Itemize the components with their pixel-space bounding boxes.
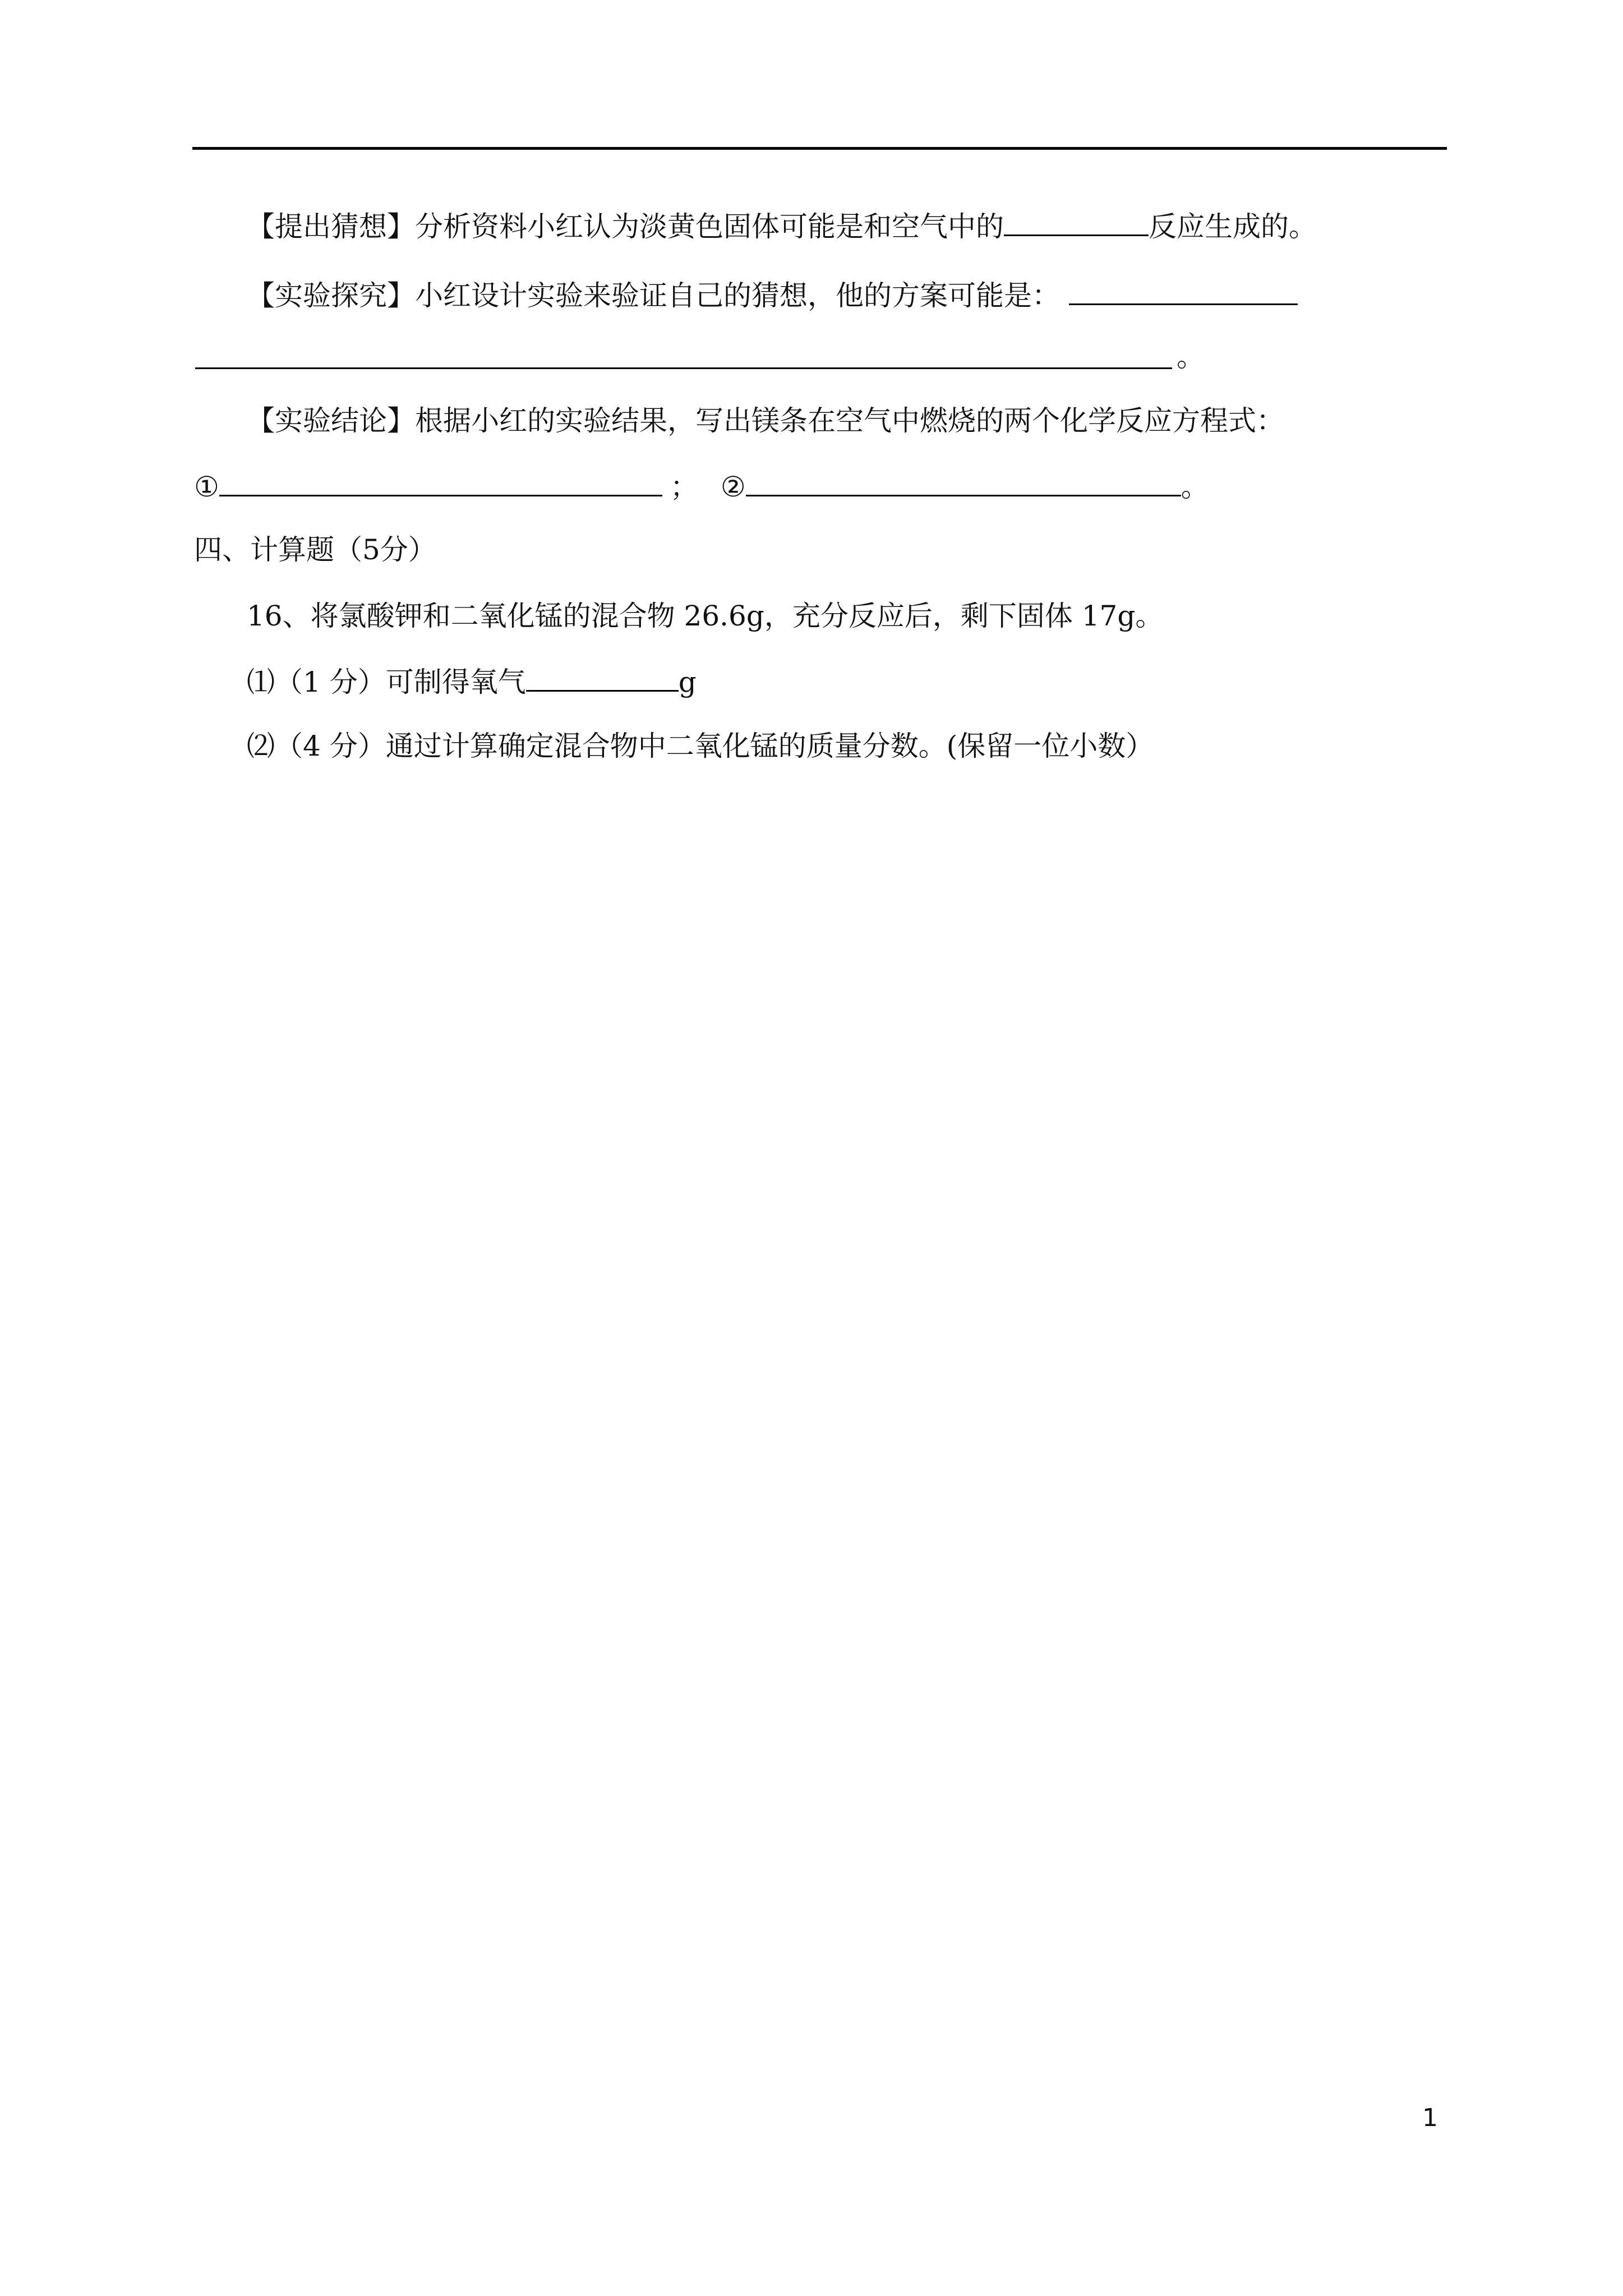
- equations-line: [194, 469, 1209, 504]
- equation-marker-1: ①: [194, 471, 219, 503]
- hypothesis-text: 分析资料小红认为淡黄色固体可能是和空气中的: [415, 210, 1004, 243]
- hypothesis-text-after: 反应生成的。: [1149, 210, 1317, 243]
- equations-end-mark: 。: [1181, 471, 1209, 503]
- section-heading: 四、计算题（5分）: [194, 533, 436, 566]
- exploration-tag: 【实验探究】: [247, 279, 415, 312]
- hypothesis-line: [247, 209, 1317, 243]
- hypothesis-blank[interactable]: [1004, 209, 1149, 236]
- q16-part1: [247, 664, 697, 699]
- exploration-blank-1[interactable]: [1069, 278, 1298, 305]
- q16-part1-blank[interactable]: [526, 664, 679, 692]
- q16-part1-unit: g: [678, 666, 697, 698]
- page-number: 1: [1422, 2104, 1438, 2132]
- q16-part1-label: ⑴（1 分）可制得氧气: [247, 666, 526, 698]
- equation-separator: ；: [670, 471, 698, 503]
- conclusion-line: [247, 404, 1284, 438]
- equation-marker-2: ②: [720, 471, 746, 503]
- exploration-end-mark: 。: [1177, 341, 1205, 373]
- exploration-text: 小红设计实验来验证自己的猜想，他的方案可能是：: [415, 279, 1060, 312]
- exploration-blank-2[interactable]: [195, 367, 1172, 369]
- equation-blank-1[interactable]: [219, 469, 662, 496]
- conclusion-text: 根据小红的实验结果，写出镁条在空气中燃烧的两个化学反应方程式：: [415, 404, 1284, 437]
- equation-blank-2[interactable]: [746, 469, 1181, 496]
- conclusion-tag: 【实验结论】: [247, 404, 415, 437]
- q16-stem: 16、将氯酸钾和二氧化锰的混合物 26.6g，充分反应后，剩下固体 17g。: [247, 600, 1164, 632]
- hypothesis-tag: 【提出猜想】: [247, 210, 415, 243]
- q16-part2: ⑵（4 分）通过计算确定混合物中二氧化锰的质量分数。(保留一位小数）: [247, 730, 1154, 762]
- header-rule: [192, 147, 1447, 150]
- exploration-line: [247, 278, 1298, 312]
